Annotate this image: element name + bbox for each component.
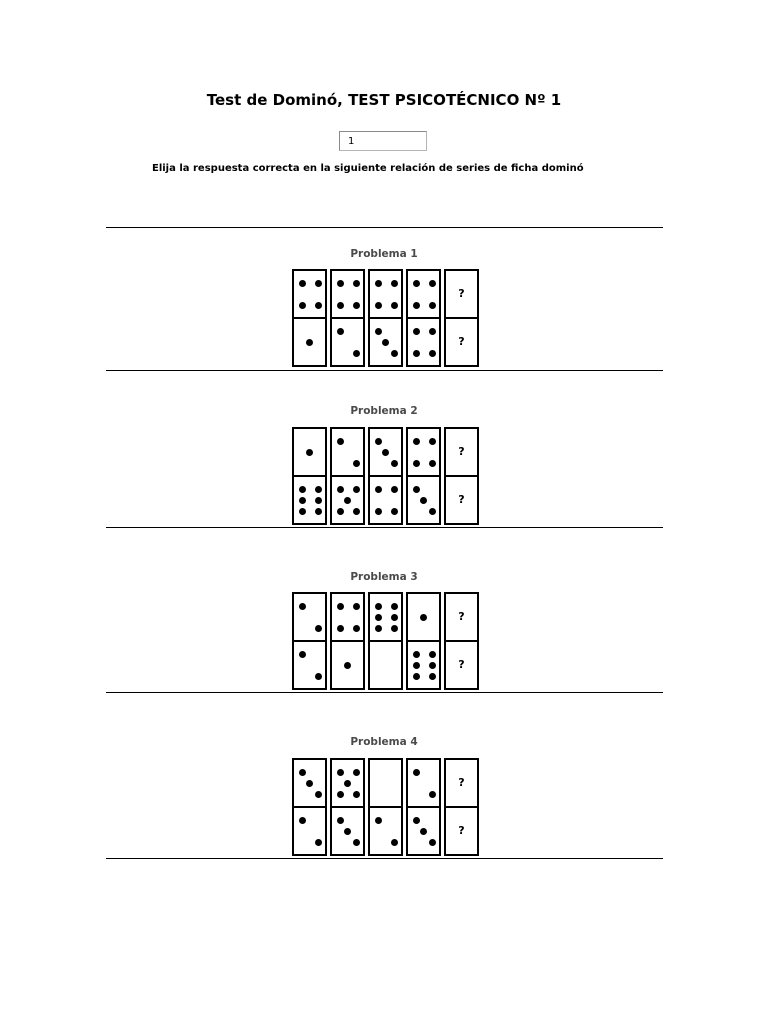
domino-pip (413, 328, 420, 335)
domino-pip (353, 839, 360, 846)
domino-bottom-half (294, 319, 325, 365)
domino-pip (315, 508, 322, 515)
domino-pip (429, 302, 436, 309)
domino-pip (299, 603, 306, 610)
domino-tile (292, 758, 327, 856)
domino-bottom-half (370, 808, 401, 854)
domino-pip (429, 438, 436, 445)
domino-bottom-half (370, 477, 401, 523)
domino-row (292, 269, 477, 367)
domino-pip (413, 769, 420, 776)
domino-pip (337, 769, 344, 776)
domino-tile (406, 269, 441, 367)
domino-pip (375, 302, 382, 309)
domino-bottom-half (408, 477, 439, 523)
question-mark: ? (458, 493, 465, 506)
domino-pip (420, 614, 427, 621)
domino-pip (391, 302, 398, 309)
domino-pip (391, 603, 398, 610)
domino-pip (306, 339, 313, 346)
domino-pip (420, 497, 427, 504)
domino-tile (368, 269, 403, 367)
domino-tile (292, 592, 327, 690)
domino-pip (337, 486, 344, 493)
domino-pip (429, 839, 436, 846)
domino-pip (413, 673, 420, 680)
domino-pip (420, 828, 427, 835)
domino-pip (353, 350, 360, 357)
domino-pip (337, 328, 344, 335)
question-mark: ? (458, 658, 465, 671)
domino-pip (375, 508, 382, 515)
domino-pip (315, 280, 322, 287)
answer-tile[interactable] (444, 269, 479, 367)
domino-pip (337, 603, 344, 610)
domino-pip (353, 486, 360, 493)
domino-pip (337, 817, 344, 824)
domino-top-half (408, 429, 439, 475)
domino-pip (353, 791, 360, 798)
domino-pip (413, 280, 420, 287)
divider-line (106, 692, 663, 693)
question-mark: ? (458, 287, 465, 300)
domino-pip (413, 662, 420, 669)
domino-bottom-half (370, 319, 401, 365)
question-mark: ? (458, 445, 465, 458)
domino-pip (391, 350, 398, 357)
domino-pip (299, 651, 306, 658)
domino-pip (375, 438, 382, 445)
domino-top-half (446, 271, 477, 317)
domino-pip (391, 839, 398, 846)
domino-top-half (446, 429, 477, 475)
domino-bottom-half (446, 319, 477, 365)
domino-top-half (408, 271, 439, 317)
domino-bottom-half (332, 642, 363, 688)
domino-pip (299, 769, 306, 776)
domino-pip (344, 780, 351, 787)
domino-tile (368, 758, 403, 856)
domino-pip (375, 625, 382, 632)
domino-pip (353, 625, 360, 632)
domino-top-half (332, 594, 363, 640)
domino-pip (382, 339, 389, 346)
domino-pip (344, 662, 351, 669)
domino-pip (337, 280, 344, 287)
domino-pip (315, 791, 322, 798)
domino-pip (375, 486, 382, 493)
domino-pip (429, 460, 436, 467)
domino-tile (406, 592, 441, 690)
domino-tile (406, 758, 441, 856)
domino-top-half (370, 271, 401, 317)
domino-tile (330, 269, 365, 367)
domino-tile (368, 427, 403, 525)
page-number-input[interactable] (339, 131, 427, 151)
domino-pip (299, 302, 306, 309)
domino-pip (429, 662, 436, 669)
domino-row (292, 592, 477, 690)
domino-pip (429, 350, 436, 357)
domino-pip (413, 486, 420, 493)
domino-pip (315, 486, 322, 493)
domino-bottom-half (332, 808, 363, 854)
domino-pip (391, 486, 398, 493)
domino-pip (344, 497, 351, 504)
domino-top-half (370, 594, 401, 640)
domino-tile (330, 592, 365, 690)
domino-bottom-half (446, 808, 477, 854)
domino-pip (344, 828, 351, 835)
domino-pip (353, 508, 360, 515)
domino-pip (429, 508, 436, 515)
domino-pip (299, 280, 306, 287)
problem-title: Problema 2 (350, 405, 418, 417)
domino-pip (413, 350, 420, 357)
domino-pip (337, 791, 344, 798)
page-title: Test de Dominó, TEST PSICOTÉCNICO Nº 1 (206, 91, 562, 109)
domino-pip (375, 614, 382, 621)
domino-pip (337, 508, 344, 515)
domino-top-half (370, 760, 401, 806)
domino-tile (406, 427, 441, 525)
problem-title: Problema 3 (350, 571, 418, 583)
domino-bottom-half (294, 642, 325, 688)
domino-pip (375, 328, 382, 335)
domino-pip (429, 280, 436, 287)
divider-line (106, 370, 663, 371)
domino-pip (375, 280, 382, 287)
domino-pip (299, 486, 306, 493)
domino-pip (413, 651, 420, 658)
domino-pip (315, 302, 322, 309)
domino-tile (330, 758, 365, 856)
domino-bottom-half (446, 642, 477, 688)
question-mark: ? (458, 610, 465, 623)
domino-pip (315, 673, 322, 680)
domino-pip (382, 449, 389, 456)
domino-pip (375, 817, 382, 824)
domino-top-half (294, 760, 325, 806)
question-mark: ? (458, 335, 465, 348)
domino-pip (413, 460, 420, 467)
domino-bottom-half (332, 319, 363, 365)
domino-tile (292, 427, 327, 525)
domino-pip (337, 302, 344, 309)
domino-bottom-half (332, 477, 363, 523)
domino-pip (391, 614, 398, 621)
domino-top-half (446, 760, 477, 806)
domino-pip (413, 438, 420, 445)
domino-pip (337, 438, 344, 445)
domino-pip (353, 603, 360, 610)
question-mark: ? (458, 776, 465, 789)
domino-pip (299, 508, 306, 515)
domino-tile (292, 269, 327, 367)
domino-pip (353, 769, 360, 776)
domino-top-half (370, 429, 401, 475)
domino-top-half (332, 429, 363, 475)
domino-top-half (294, 594, 325, 640)
domino-bottom-half (294, 477, 325, 523)
domino-pip (413, 817, 420, 824)
domino-pip (306, 449, 313, 456)
domino-pip (429, 328, 436, 335)
domino-top-half (408, 594, 439, 640)
domino-pip (391, 508, 398, 515)
domino-pip (315, 497, 322, 504)
domino-pip (353, 460, 360, 467)
domino-top-half (332, 271, 363, 317)
domino-pip (299, 817, 306, 824)
domino-pip (315, 839, 322, 846)
domino-bottom-half (408, 642, 439, 688)
domino-tile (368, 592, 403, 690)
domino-row (292, 427, 477, 525)
answer-tile[interactable] (444, 427, 479, 525)
problem-title: Problema 4 (350, 736, 418, 748)
domino-pip (315, 625, 322, 632)
domino-pip (391, 460, 398, 467)
divider-line (106, 227, 663, 228)
divider-line (106, 527, 663, 528)
domino-top-half (332, 760, 363, 806)
domino-pip (429, 673, 436, 680)
domino-pip (337, 625, 344, 632)
domino-pip (429, 651, 436, 658)
domino-top-half (294, 271, 325, 317)
instruction-text: Elija la respuesta correcta en la siguiente relación de series de ficha dominó (152, 163, 584, 174)
domino-top-half (294, 429, 325, 475)
domino-top-half (408, 760, 439, 806)
domino-top-half (446, 594, 477, 640)
domino-bottom-half (370, 642, 401, 688)
domino-pip (413, 302, 420, 309)
domino-pip (375, 603, 382, 610)
domino-bottom-half (408, 319, 439, 365)
domino-bottom-half (408, 808, 439, 854)
domino-pip (353, 280, 360, 287)
domino-row (292, 758, 477, 856)
domino-pip (429, 791, 436, 798)
domino-tile (330, 427, 365, 525)
domino-bottom-half (294, 808, 325, 854)
domino-pip (353, 302, 360, 309)
divider-line (106, 858, 663, 859)
domino-pip (391, 280, 398, 287)
problem-title: Problema 1 (350, 248, 418, 260)
question-mark: ? (458, 824, 465, 837)
domino-pip (306, 780, 313, 787)
answer-tile[interactable] (444, 758, 479, 856)
domino-pip (391, 625, 398, 632)
domino-pip (299, 497, 306, 504)
answer-tile[interactable] (444, 592, 479, 690)
domino-bottom-half (446, 477, 477, 523)
